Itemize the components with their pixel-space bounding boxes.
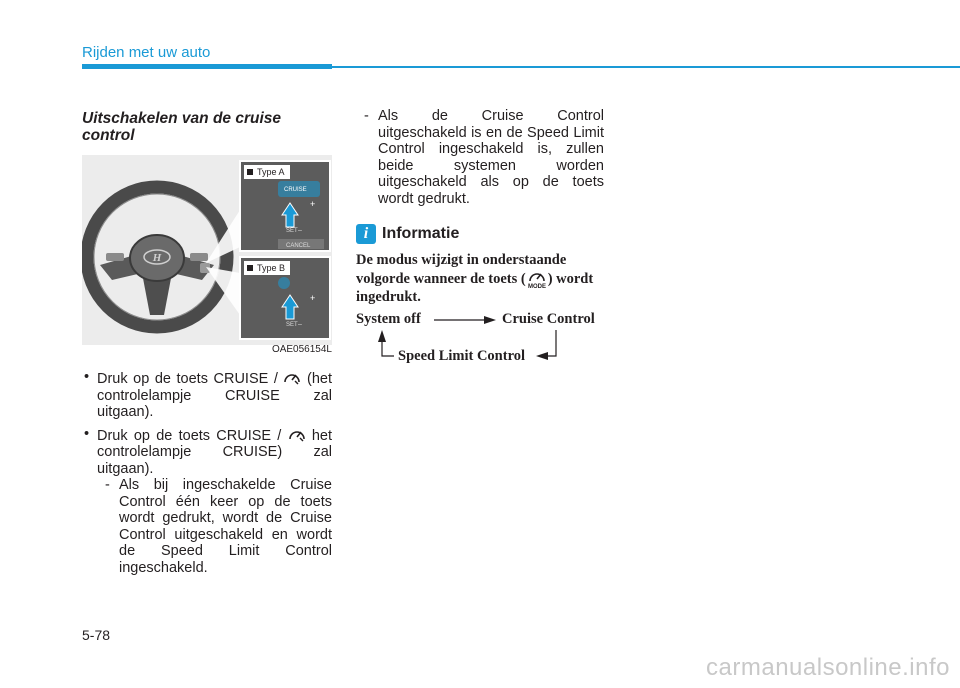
cruise-control-icon <box>288 426 306 442</box>
info-icon: i <box>356 224 376 244</box>
mode-flow-diagram <box>356 308 606 368</box>
flow-system-off: System off <box>356 311 421 327</box>
bullet2-post: het controlelampje CRUISE) zal uitgaan). <box>97 427 333 477</box>
dash-marker: - <box>105 477 110 493</box>
bullet-dot: • <box>84 369 90 385</box>
sub2-text: Als de Cruise Control uitgeschakeld is en de Speed Limit Control ingeschakeld is, zullen beide systemen worden uitgeschakeld als op de toets wordt gedrukt. <box>378 108 604 207</box>
type-a-panel <box>240 161 330 251</box>
cruise-control-icon <box>283 369 301 385</box>
info-text-pre: De modus wijzigt in onderstaande volgorde wanneer de toets ( <box>356 252 567 287</box>
type-a-plus-sign: + <box>310 199 316 209</box>
svg-text:H: H <box>152 252 162 264</box>
type-a-cancel-label: CANCEL <box>286 243 311 249</box>
left-instruction-list <box>82 369 332 581</box>
header-title: Rijden met uw auto <box>82 44 211 61</box>
steering-wheel-figure <box>82 155 332 355</box>
mode-button-icon <box>526 269 548 289</box>
flow-speed-limit-control: Speed Limit Control <box>398 348 526 364</box>
bullet1-pre: Druk op de toets CRUISE / <box>97 371 278 387</box>
sub1-text: Als bij ingeschakelde Cruise Control één keer op de toets wordt gedrukt, wordt de Cruise Control uitgeschakeld en wordt de Speed Limit Control ingeschakeld. <box>119 477 332 576</box>
type-a-minus-sign: – <box>298 227 302 234</box>
info-label: Informatie <box>382 225 460 242</box>
type-a-cruise-label: CRUISE <box>284 187 307 193</box>
bullet-dot: • <box>84 425 90 442</box>
type-b-minus-sign: – <box>298 321 302 328</box>
header-rule-thick <box>82 64 332 69</box>
bullet1-post: (het controlelampje CRUISE zal uitgaan). <box>97 371 333 420</box>
page-number: 5-78 <box>82 627 111 643</box>
type-b-plus-sign: + <box>310 293 316 303</box>
sub-item <box>97 477 332 576</box>
bullet2-pre: Druk op de toets CRUISE / <box>97 427 282 444</box>
watermark: carmanualsonline.info <box>706 654 950 681</box>
header-rule-thin <box>332 66 960 68</box>
flow-arrows <box>356 308 606 368</box>
right-column <box>356 108 604 207</box>
steering-wheel-illustration <box>82 155 332 345</box>
mode-label: MODE <box>527 284 546 289</box>
info-text <box>356 252 606 306</box>
list-item <box>82 426 332 577</box>
type-a-set-label: SET <box>286 228 298 234</box>
info-text-post: ) wordt ingedrukt. <box>356 271 594 305</box>
type-a-label: Type A <box>257 167 285 177</box>
flow-cruise-control: Cruise Control <box>502 311 595 327</box>
section-title: Uitschakelen van de cruise control <box>82 110 282 144</box>
figure-code: OAE056154L <box>271 344 332 355</box>
list-item <box>82 369 332 421</box>
type-b-panel <box>240 257 330 339</box>
sub-item <box>356 108 604 207</box>
type-b-set-label: SET <box>286 322 298 328</box>
type-b-label: Type B <box>257 263 286 273</box>
dash-marker: - <box>364 108 369 124</box>
